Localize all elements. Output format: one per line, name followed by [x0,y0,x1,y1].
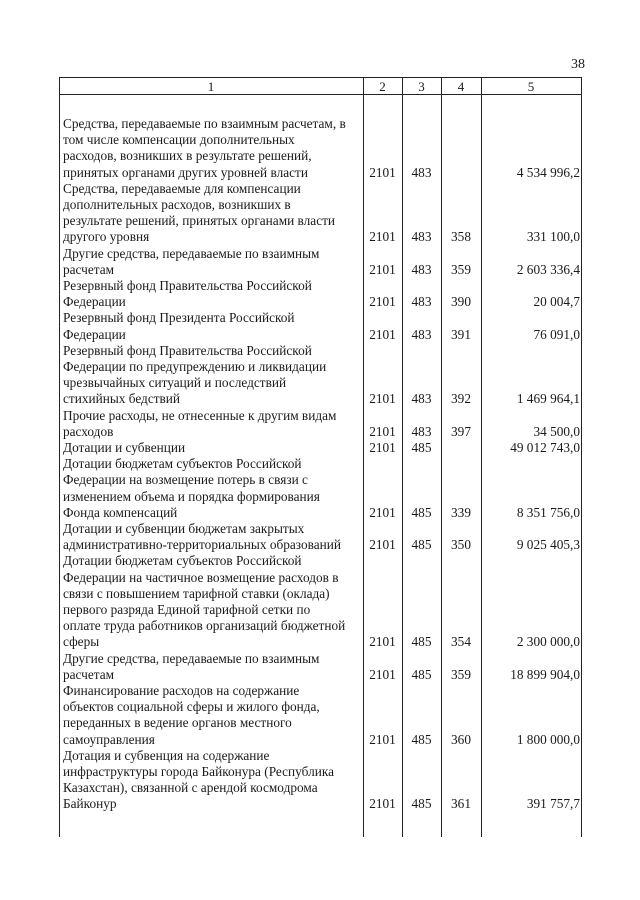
row-description-line: административно-территориальных образований [63,537,341,553]
table-row [0,683,640,748]
row-description-line: объектов социальной сферы и жилого фонда, [63,699,320,715]
row-description-line: Дотации и субвенции [63,440,186,455]
row-description [63,310,363,342]
row-description-line: результате решений, принятых органами власти [63,213,336,229]
row-description [63,553,363,650]
row-description [63,116,363,181]
amount-value: 4 534 996,2 [516,164,580,180]
table-row [0,456,640,521]
subsection-code: 485 [411,634,432,650]
article-code: 339 [451,504,471,520]
amount-value: 76 091,0 [533,326,580,342]
article-code: 359 [451,261,471,277]
table-row [0,748,640,813]
subsection-code: 483 [411,229,432,245]
row-description-line: Дотации и субвенции бюджетам закрытых [63,521,305,536]
row-description-line: Другие средства, передаваемые по взаимным [63,650,320,666]
table-row [0,181,640,246]
table-row [0,521,640,553]
subsection-code: 485 [411,666,432,682]
row-description-line: Резервный фонд Президента Российской [63,310,295,326]
row-description-line: инфраструктуры города Байконура (Республика [63,764,334,779]
amount-value: 20 004,7 [533,294,580,310]
amount-value: 49 012 743,0 [510,440,580,455]
header-col-1: 1 [207,79,215,94]
row-description-line: том числе компенсации дополнительных [63,132,295,148]
row-description-line: принятых органами других уровней власти [63,164,308,180]
subsection-code: 483 [411,326,432,342]
row-description [63,440,363,456]
row-description-line: другого уровня [63,229,150,245]
header-col-4: 4 [457,79,465,94]
subsection-code: 483 [411,164,432,180]
article-code: 391 [451,326,471,342]
table-row [0,246,640,278]
subsection-code: 483 [411,423,432,439]
section-code: 2101 [369,326,396,342]
table-row [0,651,640,683]
section-code: 2101 [369,164,396,180]
row-description-line: Дотации бюджетам субъектов Российской [63,456,302,472]
header-col-5: 5 [527,79,535,94]
row-description-line: Федерации [63,294,126,310]
row-description [63,683,363,748]
section-code: 2101 [369,391,396,407]
section-code: 2101 [369,634,396,650]
article-code: 358 [451,229,471,245]
table-row [0,278,640,310]
amount-value: 391 757,7 [526,796,580,812]
row-description [63,278,363,310]
amount-value: 1 800 000,0 [516,731,580,747]
row-description-line: расчетам [63,666,115,682]
article-code: 350 [451,537,471,553]
row-description-line: Дотации бюджетам субъектов Российской [63,553,302,569]
row-description-line: Фонда компенсаций [63,504,178,520]
amount-value: 2 603 336,4 [516,261,580,277]
row-description-line: Байконур [63,796,117,812]
article-code: 359 [451,666,471,682]
amount-value: 1 469 964,1 [516,391,580,407]
row-description-line: первого разряда Единой тарифной сетки по [63,602,311,617]
section-code: 2101 [369,229,396,245]
subsection-code: 485 [411,731,432,747]
amount-value: 2 300 000,0 [516,634,580,650]
page-number: 38 [571,57,585,72]
row-description-line: чрезвычайных ситуаций и последствий [63,375,287,391]
row-description [63,246,363,278]
row-description-line: Федерации [63,326,126,342]
subsection-code: 483 [411,261,432,277]
section-code: 2101 [369,423,396,439]
amount-value: 9 025 405,3 [516,537,580,553]
header-col-3: 3 [418,79,425,94]
row-description-line: Казахстан), связанной с арендой космодрома [63,780,318,796]
table-row [0,116,640,181]
row-description-line: Финансирование расходов на содержание [63,683,300,698]
table-row [0,553,640,650]
subsection-code: 483 [411,391,432,407]
row-description-line: Другие средства, передаваемые по взаимным [63,245,320,261]
row-description-line: Федерации по предупреждению и ликвидации [63,359,327,374]
row-description [63,651,363,683]
article-code: 397 [451,423,471,439]
table-top-border [59,77,582,78]
article-code: 392 [451,391,471,407]
section-code: 2101 [369,796,396,812]
row-description-line: самоуправления [63,731,155,747]
article-code: 354 [451,634,471,650]
row-description-line: Резервный фонд Правительства Российской [63,278,312,293]
row-description-line: Федерации на возмещение потерь в связи с [63,472,308,488]
section-code: 2101 [369,666,396,682]
row-description-line: переданных в ведение органов местного [63,715,292,731]
section-code: 2101 [369,440,396,455]
article-code: 361 [451,796,471,812]
table-row [0,408,640,440]
article-code: 360 [451,731,471,747]
subsection-code: 485 [411,504,432,520]
subsection-code: 485 [411,796,432,812]
amount-value: 34 500,0 [533,423,580,439]
row-description-line: Дотация и субвенция на содержание [63,747,270,763]
row-description [63,748,363,813]
row-description-line: Резервный фонд Правительства Российской [63,342,312,358]
row-description [63,343,363,408]
row-description-line: сферы [63,634,100,650]
row-description-line: Средства, передаваемые по взаимным расчетам, в [63,116,346,131]
header-col-2: 2 [379,79,386,94]
row-description-line: стихийных бедствий [63,391,181,407]
row-description-line: дополнительных расходов, возникших в [63,197,291,212]
row-description-line: Прочие расходы, не отнесенные к другим видам [63,407,337,423]
row-description-line: расходов, возникших в результате решений, [63,148,312,164]
article-code: 390 [451,294,471,310]
subsection-code: 483 [411,294,432,310]
row-description-line: расчетам [63,261,115,277]
table-row [0,310,640,342]
row-description [63,521,363,553]
row-description [63,456,363,521]
row-description-line: оплате труда работников организаций бюджетной [63,618,346,634]
table-row [0,440,640,456]
section-code: 2101 [369,731,396,747]
row-description [63,181,363,246]
section-code: 2101 [369,261,396,277]
amount-value: 331 100,0 [526,229,580,245]
row-description-line: связи с повышением тарифной ставки (оклада) [63,585,330,601]
section-code: 2101 [369,537,396,553]
row-description-line: Федерации на частичное возмещение расходов в [63,569,339,585]
amount-value: 8 351 756,0 [516,504,580,520]
section-code: 2101 [369,504,396,520]
table-row [0,343,640,408]
row-description-line: расходов [63,423,114,439]
section-code: 2101 [369,294,396,310]
row-description [63,408,363,440]
subsection-code: 485 [411,440,432,455]
row-description-line: Средства, передаваемые для компенсации [63,180,301,196]
subsection-code: 485 [411,537,432,553]
amount-value: 18 899 904,0 [510,666,580,682]
row-description-line: изменением объема и порядка формирования [63,488,320,504]
